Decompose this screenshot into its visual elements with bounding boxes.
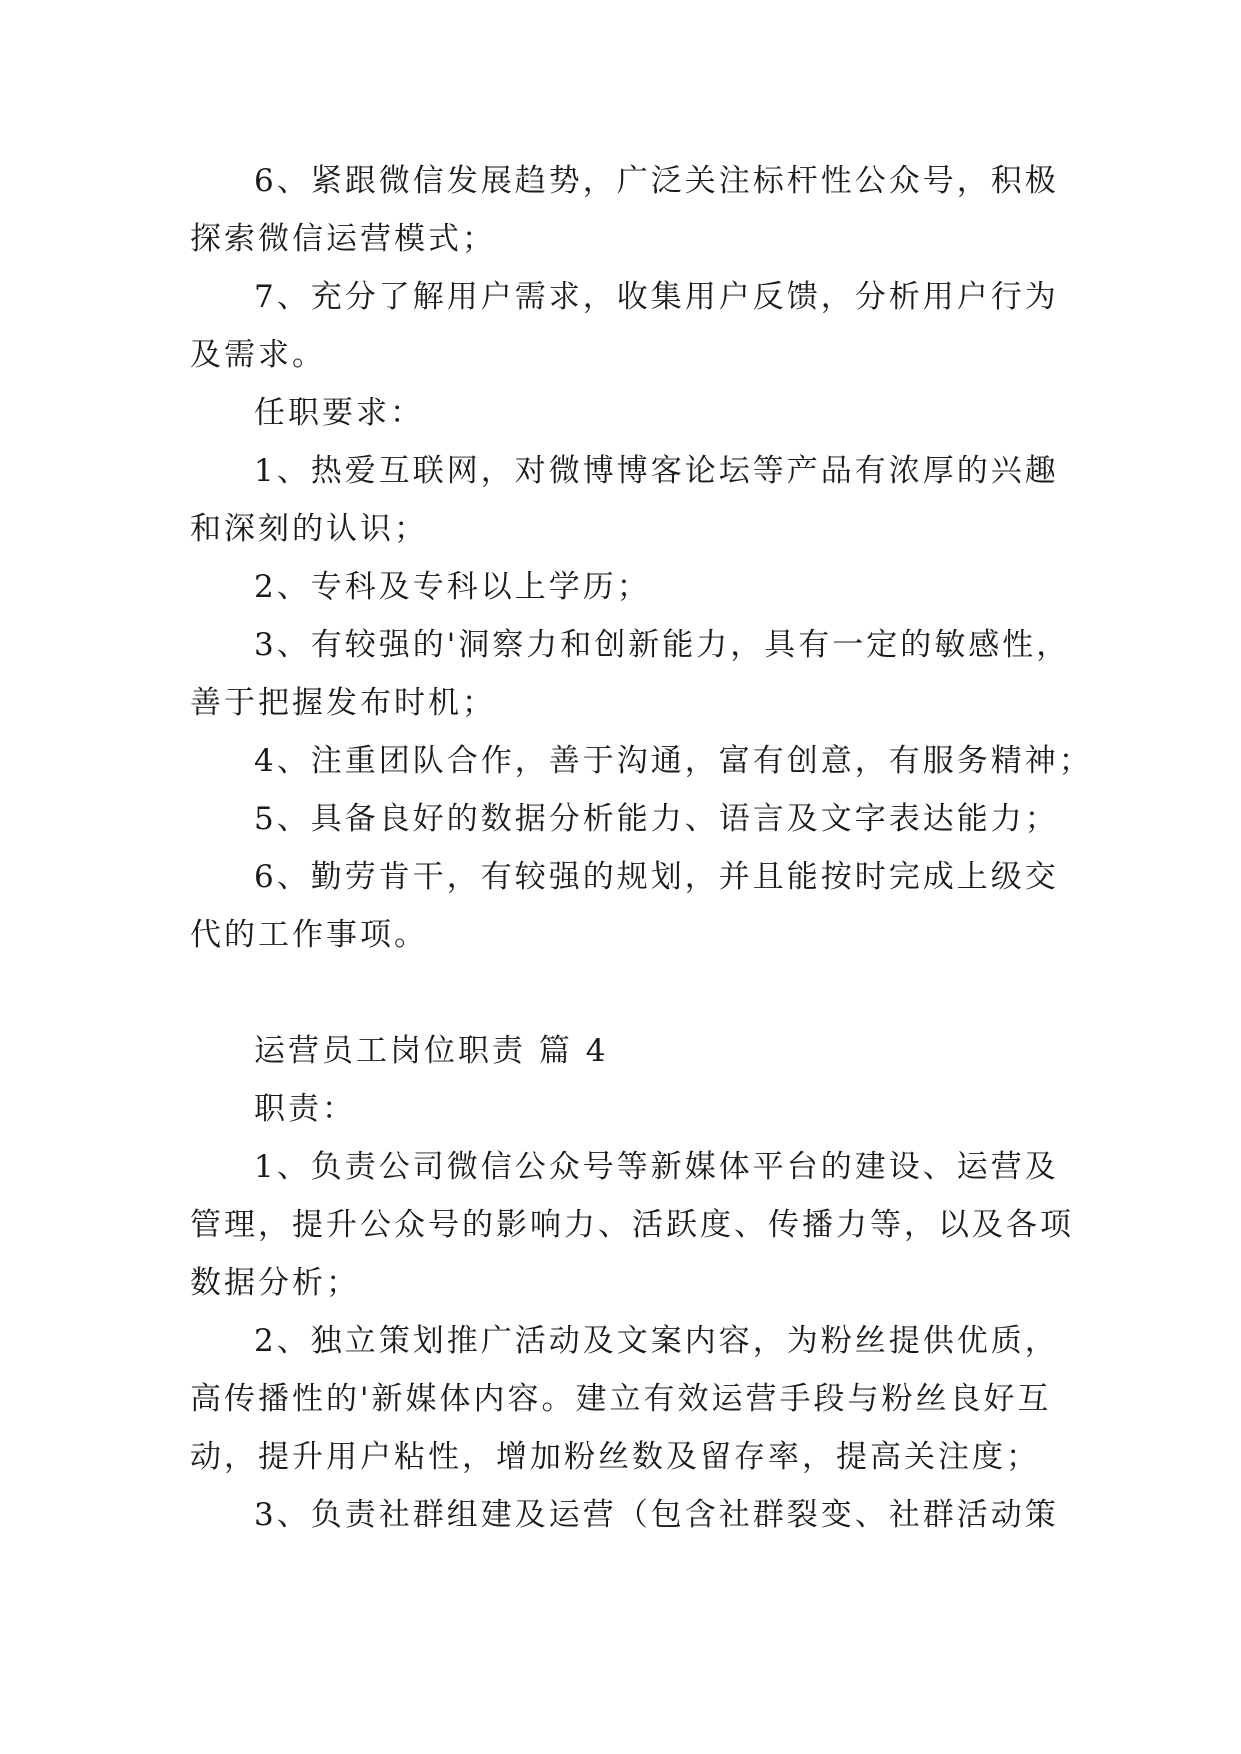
text-line: 5、具备良好的数据分析能力、语言及文字表达能力； (254, 801, 1059, 837)
text-line: 数据分析； (190, 1265, 360, 1301)
text-line: 任职要求： (254, 395, 424, 431)
text-line: 动，提升用户粘性，增加粉丝数及留存率，提高关注度； (190, 1439, 1040, 1475)
text-line: 1、热爱互联网，对微博博客论坛等产品有浓厚的兴趣 (254, 453, 1059, 489)
text-line: 运营员工岗位职责 篇 4 (254, 1033, 609, 1069)
text-line: 1、负责公司微信公众号等新媒体平台的建设、运营及 (254, 1149, 1059, 1185)
section-title (190, 1022, 1070, 1080)
text-line: 3、有较强的'洞察力和创新能力，具有一定的敏感性， (254, 627, 1071, 663)
text-line: 7、充分了解用户需求，收集用户反馈，分析用户行为 (254, 279, 1059, 315)
document-body (190, 152, 1093, 1544)
text-line: 4、注重团队合作，善于沟通，富有创意，有服务精神； (254, 743, 1093, 779)
text-line: 6、勤劳肯干，有较强的规划，并且能按时完成上级交 (254, 859, 1059, 895)
text-line: 和深刻的认识； (190, 511, 428, 547)
blank-line (190, 964, 1070, 1022)
text-line: 职责： (254, 1091, 356, 1127)
paragraph (190, 732, 1093, 790)
paragraph (190, 558, 1070, 616)
text-line: 管理，提升公众号的影响力、活跃度、传播力等，以及各项 (190, 1207, 1074, 1243)
paragraph (190, 616, 1070, 732)
paragraph (190, 1486, 1070, 1544)
text-line: 6、紧跟微信发展趋势，广泛关注标杆性公众号，积极 (254, 163, 1059, 199)
paragraph (190, 1312, 1070, 1486)
text-line: 及需求。 (190, 337, 326, 373)
paragraph (190, 1138, 1074, 1312)
paragraph (190, 442, 1070, 558)
text-line: 高传播性的'新媒体内容。建立有效运营手段与粉丝良好互 (190, 1381, 1052, 1417)
text-line: 代的工作事项。 (190, 917, 428, 953)
section-heading (190, 384, 1070, 442)
text-line: 善于把握发布时机； (190, 685, 496, 721)
text-line: 2、专科及专科以上学历； (254, 569, 651, 605)
paragraph (190, 268, 1070, 384)
paragraph (190, 848, 1070, 964)
text-line: 探索微信运营模式； (190, 221, 496, 257)
paragraph (190, 152, 1070, 268)
text-line: 3、负责社群组建及运营（包含社群裂变、社群活动策 (254, 1497, 1059, 1533)
text-line: 2、独立策划推广活动及文案内容，为粉丝提供优质， (254, 1323, 1059, 1359)
paragraph (190, 790, 1070, 848)
section-heading (190, 1080, 1070, 1138)
